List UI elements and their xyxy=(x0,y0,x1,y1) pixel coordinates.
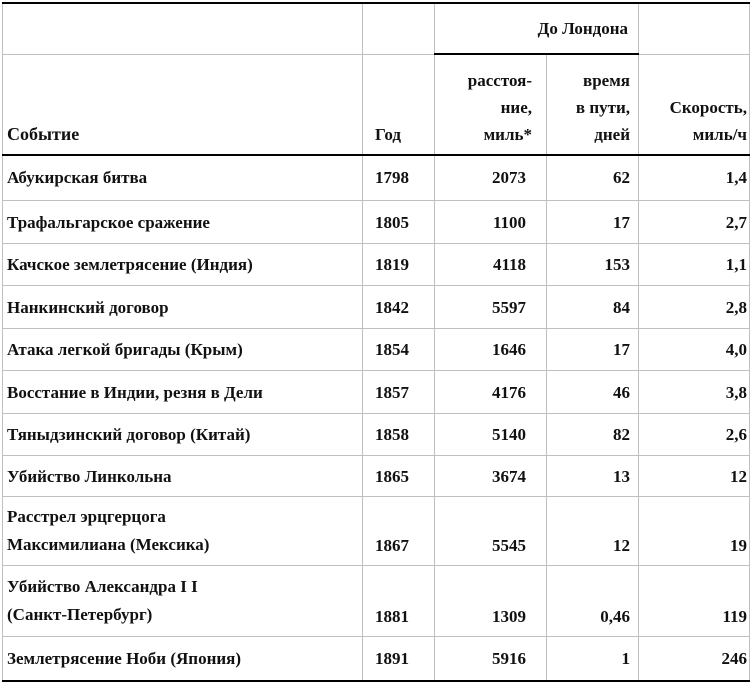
distance-cell: 4118 xyxy=(435,244,547,286)
table-row xyxy=(3,329,750,371)
days-cell: 17 xyxy=(547,201,639,244)
year-cell: 1867 xyxy=(363,497,435,566)
speed-cell: 19 xyxy=(639,497,750,566)
event-line: (Санкт-Петербург) xyxy=(7,605,153,624)
distance-cell: 5545 xyxy=(435,497,547,566)
year-cell: 1819 xyxy=(363,244,435,286)
header-speed-line: Скорость, xyxy=(669,97,748,117)
header-to-london: До Лондона xyxy=(435,3,639,54)
speed-cell: 246 xyxy=(639,637,750,681)
distance-cell: 1646 xyxy=(435,329,547,371)
header-distance-line: расстоя- xyxy=(467,70,532,90)
speed-cell: 1,4 xyxy=(639,155,750,201)
days-cell: 13 xyxy=(547,456,639,497)
days-cell: 17 xyxy=(547,329,639,371)
table-row xyxy=(3,566,750,637)
distance-cell: 1100 xyxy=(435,201,547,244)
event-line: Убийство Александра I I xyxy=(7,577,198,596)
speed-cell: 12 xyxy=(639,456,750,497)
days-cell: 82 xyxy=(547,414,639,456)
year-cell: 1858 xyxy=(363,414,435,456)
table-row xyxy=(3,155,750,201)
days-cell: 46 xyxy=(547,371,639,414)
table-row xyxy=(3,371,750,414)
distance-cell: 5597 xyxy=(435,286,547,329)
distance-cell: 4176 xyxy=(435,371,547,414)
header-empty-speed xyxy=(639,3,750,54)
speed-cell: 1,1 xyxy=(639,244,750,286)
header-empty-year xyxy=(363,3,435,54)
event-cell: Восстание в Индии, резня в Дели xyxy=(3,371,363,414)
year-cell: 1805 xyxy=(363,201,435,244)
event-cell: Убийство Линкольна xyxy=(3,456,363,497)
days-cell: 84 xyxy=(547,286,639,329)
distance-cell: 3674 xyxy=(435,456,547,497)
news-speed-table xyxy=(2,2,750,682)
table-row xyxy=(3,244,750,286)
table-row xyxy=(3,497,750,566)
speed-cell: 2,7 xyxy=(639,201,750,244)
event-cell: Качское землетрясение (Индия) xyxy=(3,244,363,286)
header-row xyxy=(3,54,750,155)
event-cell: Абукирская битва xyxy=(3,155,363,201)
year-cell: 1842 xyxy=(363,286,435,329)
year-cell: 1854 xyxy=(363,329,435,371)
table-row xyxy=(3,286,750,329)
header-distance xyxy=(435,54,547,155)
header-distance-line: ние, xyxy=(500,97,532,117)
table-row xyxy=(3,456,750,497)
event-cell: Трафальгарское сражение xyxy=(3,201,363,244)
days-cell: 0,46 xyxy=(547,566,639,637)
speed-cell: 119 xyxy=(639,566,750,637)
header-time-line: в пути, xyxy=(575,97,631,117)
header-time-line: дней xyxy=(594,124,631,144)
header-time-line: время xyxy=(583,70,631,90)
event-cell: Тяныдзинский договор (Китай) xyxy=(3,414,363,456)
event-line: Максимилиана (Мексика) xyxy=(7,535,210,554)
event-cell: Атака легкой бригады (Крым) xyxy=(3,329,363,371)
speed-cell: 2,8 xyxy=(639,286,750,329)
distance-cell: 5140 xyxy=(435,414,547,456)
event-cell: Землетрясение Ноби (Япония) xyxy=(3,637,363,681)
year-cell: 1881 xyxy=(363,566,435,637)
year-cell: 1857 xyxy=(363,371,435,414)
header-empty-event xyxy=(3,3,363,54)
days-cell: 153 xyxy=(547,244,639,286)
header-travel-time xyxy=(547,54,639,155)
days-cell: 62 xyxy=(547,155,639,201)
table-row xyxy=(3,201,750,244)
days-cell: 1 xyxy=(547,637,639,681)
header-distance-line: миль* xyxy=(483,124,532,144)
speed-cell: 4,0 xyxy=(639,329,750,371)
event-cell: Нанкинский договор xyxy=(3,286,363,329)
header-speed-line: миль/ч xyxy=(692,124,748,144)
distance-cell: 2073 xyxy=(435,155,547,201)
year-cell: 1798 xyxy=(363,155,435,201)
distance-cell: 5916 xyxy=(435,637,547,681)
event-line: Расстрел эрцгерцога xyxy=(7,507,166,526)
table-row xyxy=(3,414,750,456)
header-group-row xyxy=(3,3,750,54)
speed-cell: 3,8 xyxy=(639,371,750,414)
distance-cell: 1309 xyxy=(435,566,547,637)
days-cell: 12 xyxy=(547,497,639,566)
event-cell xyxy=(3,497,363,566)
year-cell: 1891 xyxy=(363,637,435,681)
table-row xyxy=(3,637,750,681)
year-cell: 1865 xyxy=(363,456,435,497)
header-event: Событие xyxy=(3,54,363,155)
speed-cell: 2,6 xyxy=(639,414,750,456)
header-year: Год xyxy=(363,54,435,155)
event-cell xyxy=(3,566,363,637)
header-speed xyxy=(639,54,750,155)
